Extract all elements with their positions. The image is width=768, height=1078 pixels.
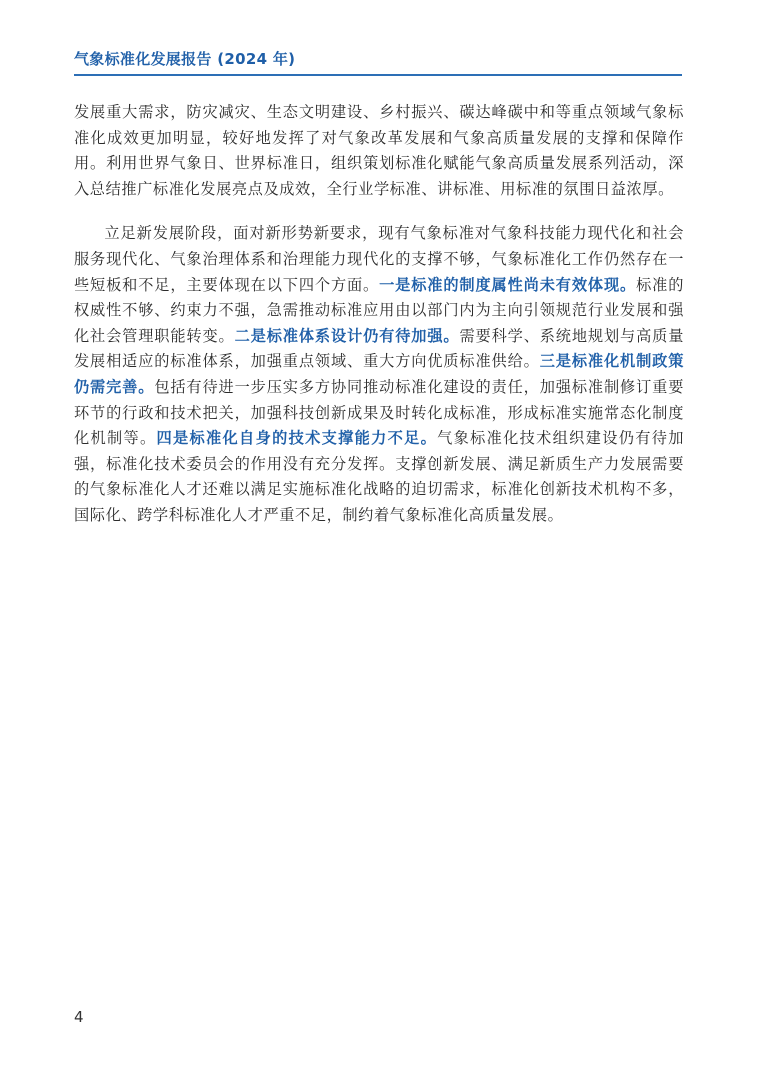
highlight-point-one: 一是标准的制度属性尚未有效体现。: [379, 275, 637, 294]
paragraph-shortcomings: [74, 221, 684, 528]
paragraph-text: 气象标准化技术组织建设仍有待加强，标准化技术委员会的作用没有充分发挥。支撑创新发展、满足新质生产力发展需要的气象标准化人才还难以满足实施标准化战略的迫切需求，标准化创新技术机构不多，国际化、跨学科标准化人才严重不足，制约着气象标准化高质量发展。: [74, 429, 685, 524]
report-title: 气象标准化发展报告 (2024 年): [74, 50, 296, 68]
highlight-point-four: 四是标准化自身的技术支撑能力不足。: [156, 429, 438, 448]
page-number: 4: [74, 1008, 84, 1026]
highlight-point-three: 三是标准化机制政策仍需完善。: [74, 352, 684, 396]
highlight-point-two: 二是标准体系设计仍有待加强。: [234, 326, 460, 345]
paragraph-text: 发展重大需求，防灾减灾、生态文明建设、乡村振兴、碳达峰碳中和等重点领域气象标准化成效更加明显，较好地发挥了对气象改革发展和气象高质量发展的支撑和保障作用。利用世界气象日、世界标准日，组织策划标准化赋能气象高质量发展系列活动，深入总结推广标准化发展亮点及成效，全行业学标准、讲标准、用标准的氛围日益浓厚。: [74, 103, 684, 198]
paragraph-text: 标准的权威性不够、约束力不强，急需推动标准应用由以部门内为主向引领规范行业发展和强化社会管理职能转变。: [74, 275, 684, 345]
paragraph-text: 立足新发展阶段，面对新形势新要求，现有气象标准对气象科技能力现代化和社会服务现代化、气象治理体系和治理能力现代化的支撑不够，气象标准化工作仍然存在一些短板和不足，主要体现在以下四个方面。: [74, 224, 684, 294]
paragraph-continuation: [74, 100, 684, 202]
paragraph-text: 需要科学、系统地规划与高质量发展相适应的标准体系，加强重点领域、重大方向优质标准供给。: [74, 326, 685, 371]
body-text: [74, 100, 684, 529]
paragraph-text: 包括有待进一步压实多方协同推动标准化建设的责任，加强标准制修订重要环节的行政和技术把关，加强科技创新成果及时转化成标准，形成标准实施常态化制度化机制等。: [74, 377, 685, 448]
page-header: [74, 48, 682, 76]
header-divider: [74, 74, 682, 76]
